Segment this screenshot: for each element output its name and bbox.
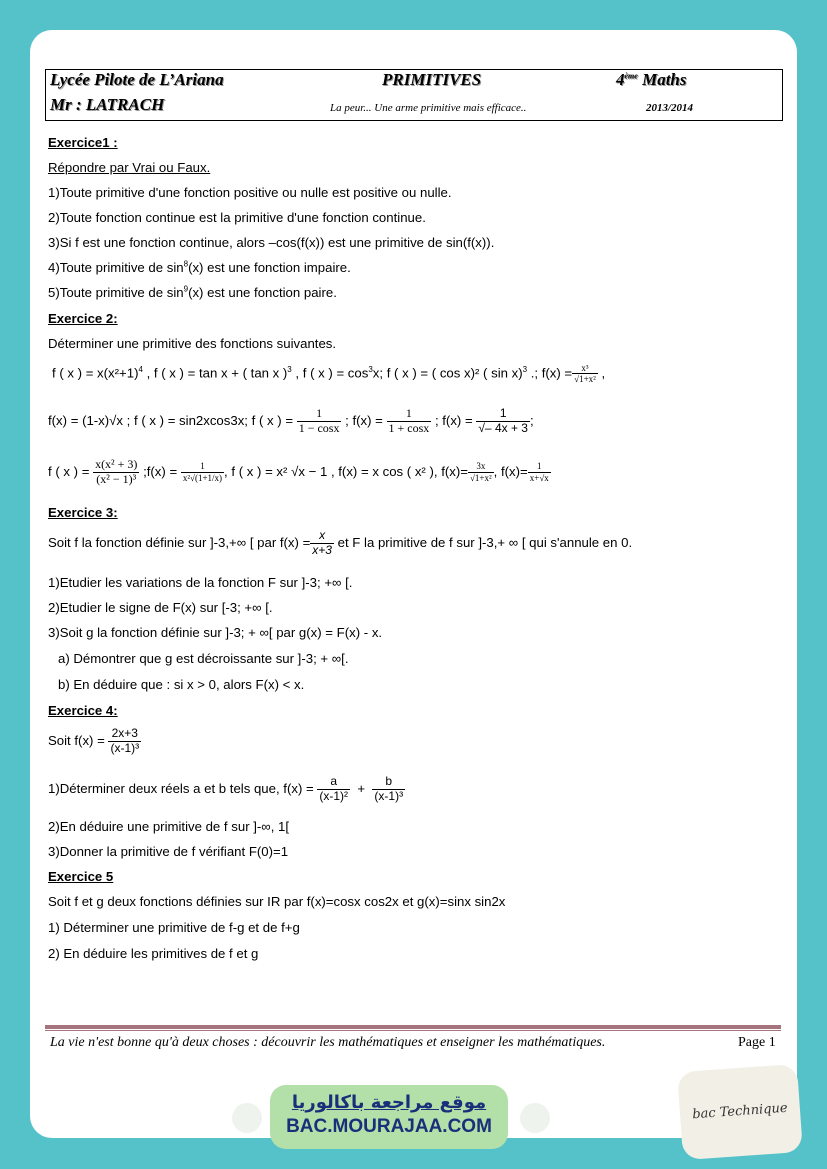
ex2-row2-frac3 [476, 407, 530, 436]
grade-superscript: ème [624, 71, 638, 81]
ex3-title: Exercice 3: [48, 505, 118, 520]
ex2-row2-frac2-den: 1 + cosx [388, 420, 430, 435]
ex2-row3-frac4-den: x+√x [529, 472, 549, 483]
ex2-row3-frac2-num: 1 [181, 461, 224, 472]
ex4-q1-a-num: a [317, 775, 350, 790]
grade-label [616, 70, 687, 90]
footer-rule-thin [45, 1030, 781, 1031]
footer-quote: La vie n'est bonne qu'à deux choses : découvrir les mathématiques et enseigner les mathématiques. [50, 1035, 606, 1050]
ex4-f-num: 2x+3 [108, 727, 141, 742]
ex4-q1 [48, 775, 405, 804]
ex4-q2: 2)En déduire une primitive de f sur ]-∞, 1[ [48, 819, 290, 834]
ex3-q3: 3)Soit g la fonction définie sur ]-3; + ∞[ par g(x) = F(x) - x. [48, 625, 383, 640]
ex3-intro-num: x [310, 529, 334, 544]
ex4-intro [48, 727, 141, 756]
ex2-instruction: Déterminer une primitive des fonctions suivantes. [48, 336, 337, 351]
ex2-f5-den: √1+x² [574, 374, 596, 385]
ex3-intro-text: Soit f la fonction définie sur ]-3,+∞ [ par f(x) = [48, 534, 311, 550]
ex4-q1-b-den: (x-1)³ [374, 788, 404, 803]
ex2-row2-frac3-den: √– 4x + 3 [478, 420, 528, 435]
ex2-row1-end: , [597, 365, 606, 381]
ex2-row3-frac4 [528, 461, 551, 483]
ex2-row3-sep2: , f ( x ) = x² √x − 1 , f(x) = x cos ( x² ), f(x)= [224, 463, 468, 479]
ex1-q5-text: 5)Toute primitive de sin [48, 285, 184, 300]
banner-site-url[interactable]: BAC.MOURAJAA.COM [286, 1116, 492, 1137]
ex2-row2-frac1 [297, 407, 342, 436]
site-logo-icon-right [520, 1103, 550, 1133]
ex2-f5-fraction [572, 363, 598, 385]
bac-technique-badge: bac Technique [677, 1064, 803, 1160]
ex1-q5-text-end: (x) est une fonction paire. [188, 285, 337, 300]
ex1-q4-exp: 8 [183, 259, 189, 269]
school-name: Lycée Pilote de L’Ariana [50, 70, 224, 89]
ex2-row2-text: f(x) = (1-x)√x ; f ( x ) = sin2xcos3x; f ( x ) = [48, 412, 297, 428]
ex2-row3-frac3-den: √1+x² [469, 472, 492, 483]
ex4-f-den: (x-1)³ [110, 740, 140, 755]
ex3-intro-den: x+3 [312, 542, 332, 557]
ex3-intro-fraction [310, 529, 334, 558]
ex3-intro-text-end: et F la primitive de f sur ]-3,+ ∞ [ qui s'annule en 0. [333, 534, 633, 550]
ex1-q2: 2)Toute fonction continue est la primitive d'une fonction continue. [48, 210, 426, 225]
ex2-row3-text: f ( x ) = [48, 463, 94, 479]
ex5-q1: 1) Déterminer une primitive de f-g et de f+g [48, 920, 300, 935]
ex5-q2: 2) En déduire les primitives de f et g [48, 946, 259, 961]
grade-number: 4 [616, 70, 625, 89]
site-banner[interactable] [270, 1085, 508, 1149]
ex4-q1-text: 1)Déterminer deux réels a et b tels que, f(x) = [48, 780, 318, 796]
ex1-q4-text-end: (x) est une fonction impaire. [188, 260, 351, 275]
ex4-intro-text: Soit f(x) = [48, 732, 109, 748]
motto: La peur... Une arme primitive mais efficace.. [330, 102, 527, 114]
ex2-f3: , f ( x ) = cos [291, 365, 369, 381]
teacher-name: Mr : LATRACH [50, 95, 165, 114]
ex2-row2-sep2: ; f(x) = [431, 412, 477, 428]
ex2-row3-frac4-num: 1 [528, 461, 551, 472]
ex2-row2-sep1: ; f(x) = [341, 412, 387, 428]
ex1-title: Exercice1 : [48, 135, 118, 150]
ex2-f1: f ( x ) = x(x²+1) [52, 365, 139, 381]
ex2-row3-frac1-den: (x² − 1)³ [96, 471, 137, 486]
ex3-q3a: a) Démontrer que g est décroissante sur ]-3; + ∞[. [58, 651, 349, 666]
ex2-row3-sep1: ;f(x) = [139, 463, 181, 479]
ex2-f1-exp: 4 [138, 364, 143, 374]
ex1-instruction: Répondre par Vrai ou Faux. [48, 160, 211, 175]
ex2-f5-num: x³ [572, 363, 598, 374]
ex2-row3 [48, 458, 551, 487]
ex2-f4-exp: 3 [522, 364, 528, 374]
ex5-intro: Soit f et g deux fonctions définies sur IR par f(x)=cosx cos2x et g(x)=sinx sin2x [48, 894, 506, 909]
ex1-q1: 1)Toute primitive d'une fonction positive ou nulle est positive ou nulle. [48, 185, 452, 200]
ex2-row2-frac2-num: 1 [387, 407, 432, 422]
footer-rule [45, 1025, 781, 1029]
ex2-row3-frac1 [93, 458, 139, 487]
ex4-q1-frac-a [317, 775, 350, 804]
site-logo-icon-left [232, 1103, 262, 1133]
ex1-q5 [48, 285, 337, 300]
ex2-row3-frac2 [181, 461, 224, 483]
ex4-q1-plus: + [350, 780, 373, 796]
school-year: 2013/2014 [646, 102, 694, 114]
ex2-f5: .; f(x) = [527, 365, 573, 381]
ex5-title: Exercice 5 [48, 869, 114, 884]
ex3-q1: 1)Etudier les variations de la fonction F sur ]-3; +∞ [. [48, 575, 353, 590]
ex4-q1-a-den: (x-1)² [319, 788, 349, 803]
ex2-row2-frac3-num: 1 [476, 407, 530, 422]
ex2-f3-exp: 3 [368, 364, 373, 374]
ex2-row3-frac3 [468, 461, 494, 483]
page-number: Page 1 [738, 1035, 776, 1050]
ex3-q2: 2)Etudier le signe de F(x) sur [-3; +∞ [. [48, 600, 273, 615]
ex1-q4 [48, 260, 351, 275]
ex2-row3-frac3-num: 3x [468, 461, 494, 472]
ex1-q3: 3)Si f est une fonction continue, alors –cos(f(x)) est une primitive de sin(f(x)). [48, 235, 495, 250]
ex4-q3: 3)Donner la primitive de f vérifiant F(0)=1 [48, 844, 289, 859]
ex2-row2-frac2 [387, 407, 432, 436]
ex2-row2-frac1-den: 1 − cosx [298, 420, 340, 435]
ex2-row3-sep3: , f(x)= [493, 463, 528, 479]
document-header [45, 69, 783, 121]
ex4-title: Exercice 4: [48, 703, 118, 718]
ex2-title: Exercice 2: [48, 311, 118, 326]
ex4-q1-frac-b [372, 775, 405, 804]
ex2-row1 [52, 363, 605, 385]
ex2-f4: x; f ( x ) = ( cos x)² ( sin x) [372, 365, 523, 381]
ex2-row3-frac1-num: x(x² + 3) [95, 457, 138, 471]
ex1-q5-exp: 9 [183, 284, 189, 294]
ex2-f2-exp: 3 [287, 364, 292, 374]
ex3-q3b: b) En déduire que : si x > 0, alors F(x) < x. [58, 677, 305, 692]
ex3-intro [48, 529, 632, 558]
ex2-row3-frac2-den: x²√(1+1/x) [182, 472, 223, 483]
ex2-row2 [48, 407, 534, 436]
banner-arabic-text: موقع مراجعة باكالوريا [291, 1092, 487, 1113]
ex2-row2-frac1-num: 1 [297, 407, 342, 422]
ex2-row2-end: ; [529, 412, 534, 428]
ex4-f-fraction [108, 727, 141, 756]
document-title: PRIMITIVES [382, 70, 482, 89]
ex1-q4-text: 4)Toute primitive de sin [48, 260, 184, 275]
ex2-f2: , f ( x ) = tan x + ( tan x ) [142, 365, 288, 381]
grade-subject: Maths [637, 70, 687, 89]
ex4-q1-b-num: b [372, 775, 405, 790]
